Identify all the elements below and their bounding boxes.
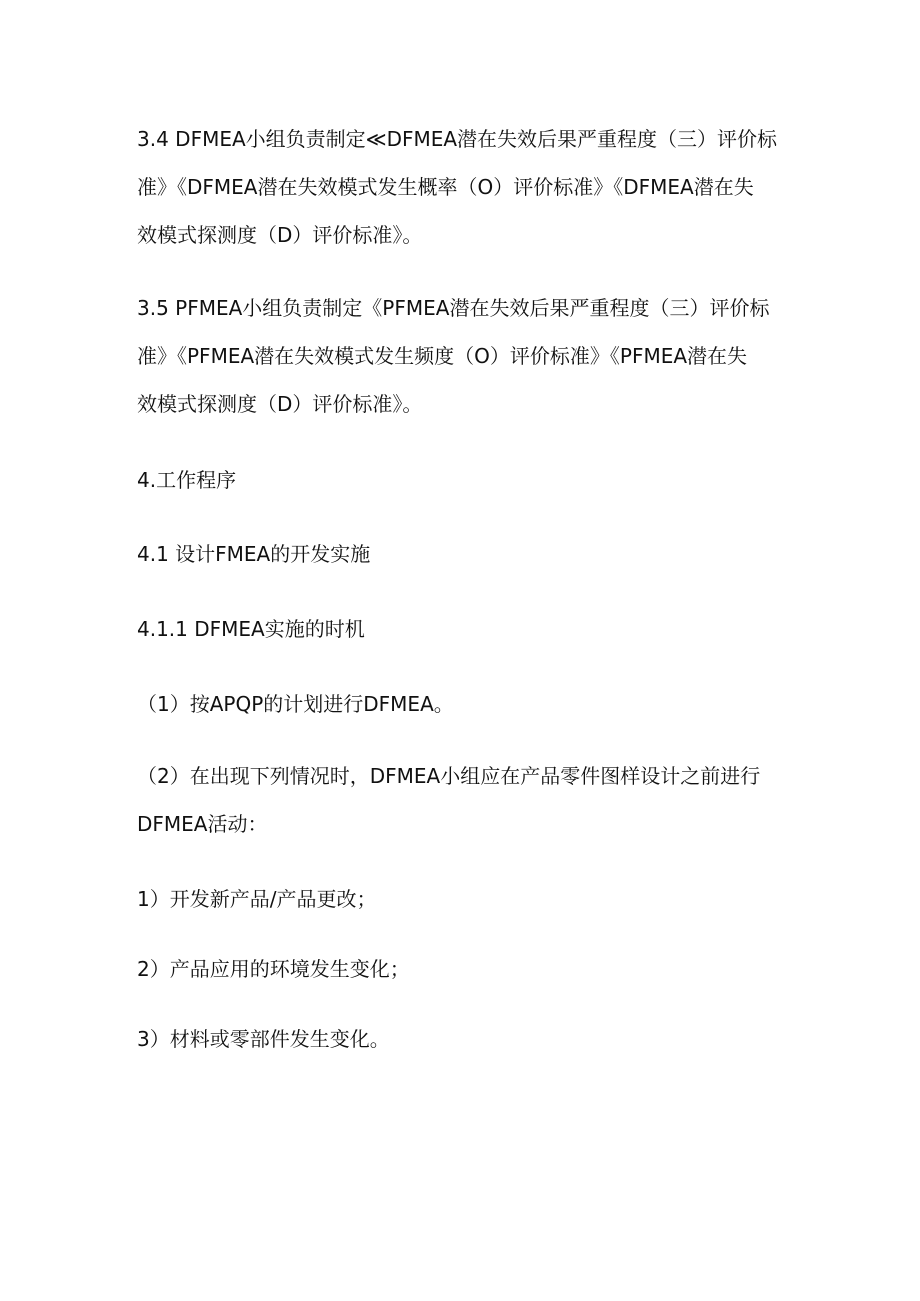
section-4-1-1-heading: 4.1.1 DFMEA实施的时机 <box>137 617 365 641</box>
para-3-4-line-1: 3.4 DFMEA小组负责制定≪DFMEA潜在失效后果严重程度（三）评价标 <box>137 127 778 151</box>
list-item-1: （1）按APQP的计划进行DFMEA。 <box>137 692 454 716</box>
sub-item-1: 1）开发新产品/产品更改； <box>137 887 377 911</box>
sub-item-3: 3）材料或零部件发生变化。 <box>137 1027 390 1051</box>
para-3-4-line-2: 准》《DFMEA潜在失效模式发生概率（O）评价标准》《DFMEA潜在失 <box>137 175 754 199</box>
section-4-1-heading: 4.1 设计FMEA的开发实施 <box>137 542 371 566</box>
list-item-2-line-1: （2）在出现下列情况时，DFMEA小组应在产品零件图样设计之前进行 <box>137 764 761 788</box>
para-3-5-line-3: 效模式探测度（D）评价标准》。 <box>137 392 423 416</box>
sub-item-2: 2）产品应用的环境发生变化； <box>137 957 410 981</box>
para-3-5-line-1: 3.5 PFMEA小组负责制定《PFMEA潜在失效后果严重程度（三）评价标 <box>137 296 770 320</box>
para-3-5-line-2: 准》《PFMEA潜在失效模式发生频度（O）评价标准》《PFMEA潜在失 <box>137 344 748 368</box>
list-item-2-line-2: DFMEA活动： <box>137 812 268 836</box>
section-4-heading: 4.工作程序 <box>137 468 237 492</box>
para-3-4-line-3: 效模式探测度（D）评价标准》。 <box>137 223 423 247</box>
